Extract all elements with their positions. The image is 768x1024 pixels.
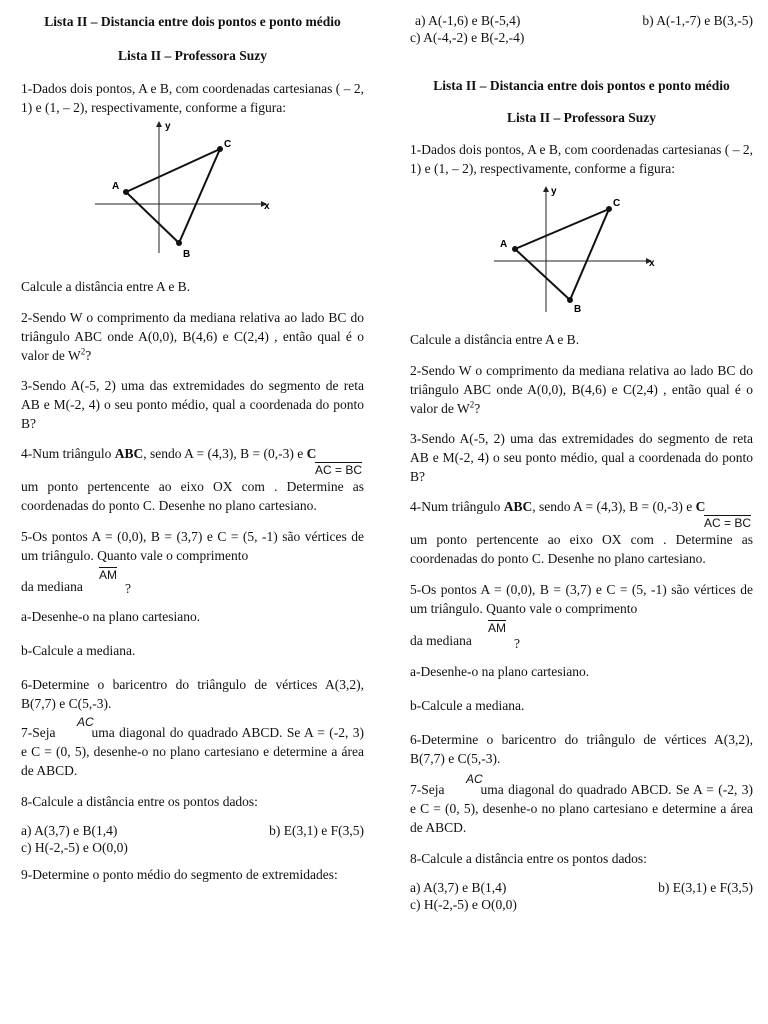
question-8-options-2: a) A(3,7) e B(1,4) b) E(3,1) e F(3,5) [410, 880, 753, 895]
point-c-label: C [224, 139, 232, 150]
figure-triangle-2 [410, 178, 753, 330]
list-title: Lista II – Distancia entre dois pontos e ponto médio [44, 14, 341, 29]
median-line-2: $\overline{AM}$ da mediana ? [410, 621, 520, 651]
median-line: $\overline{AM}$ da mediana ? [21, 568, 131, 596]
question-6-b: 6-Determine o baricentro do triângulo de vértices A(3,2), B(7,7) e C(5,-3). [410, 732, 753, 766]
question-7: AC 7-Seja uma diagonal do quadrado ABCD. Se A = (-2, 3) e C = (0, 5), desenhe-o no plano cartesiano e determine a área de ABCD. [21, 715, 364, 778]
coordinate-figure-2 [488, 178, 688, 330]
question-4: 4-Num triângulo ABC, sendo A = (4,3), B = (0,-3) e C [21, 446, 317, 461]
median-vector-2: $\overline{AM}$ [488, 621, 506, 635]
question-7-b: AC 7-Seja uma diagonal do quadrado ABCD. Se A = (-2, 3) e C = (0, 5), desenhe-o no plano cartesiano e determine a área de ABCD. [410, 772, 753, 835]
question-1-b: 1-Dados dois pontos, A e B, com coordenadas cartesianas ( – 2, 1) e (1, – 2), respectivamente, conforme a figura: [410, 142, 753, 176]
question-2-b: 2-Sendo W o comprimento da mediana relativa ao lado BC do triângulo ABC onde A(0,0), B(4,6) e C(2,4) , então qual é o valor de $W^2$? [410, 363, 753, 416]
question-9-options: a) A(-1,6) e B(-5,4) b) A(-1,-7) e B(3,-5) [415, 13, 753, 28]
question-8-b: 8-Calcule a distância entre os pontos dados: [410, 851, 647, 866]
question-8-options: a) A(3,7) e B(1,4) b) E(3,1) e F(3,5) [21, 823, 364, 838]
axis-x-label-2: x [649, 258, 655, 269]
question-5a: a-Desenhe-o na plano cartesiano. [21, 609, 201, 624]
point-a-label-2: A [500, 239, 508, 250]
question-3: 3-Sendo A(-5, 2) uma das extremidades do segmento de reta AB e M(-2, 4) o seu ponto médio, qual a coordenada do ponto B? [21, 378, 364, 431]
question-5: 5-Os pontos A = (0,0), B = (3,7) e C = (5, -1) são vértices de um triângulo. Quanto vale o comprimento [21, 529, 364, 563]
question-5b-b: b-Calcule a mediana. [410, 698, 525, 713]
question-9: 9-Determine o ponto médio do segmento de extremidades: [21, 867, 338, 882]
question-3-b: 3-Sendo A(-5, 2) uma das extremidades do segmento de reta AB e M(-2, 4) o seu ponto médio, qual a coordenada do ponto B? [410, 431, 753, 484]
question-5b: b-Calcule a mediana. [21, 643, 136, 658]
vector-equation: AC = BC [314, 463, 362, 477]
diagonal-vector-2: AC [466, 772, 483, 786]
left-column [21, 0, 364, 883]
question-6: 6-Determine o baricentro do triângulo de vértices A(3,2), B(7,7) e C(5,-3). [21, 677, 364, 711]
point-b-label: B [183, 249, 191, 260]
question-9-option-c: c) A(-4,-2) e B(-2,-4) [410, 30, 525, 45]
question-5-b: 5-Os pontos A = (0,0), B = (3,7) e C = (5, -1) são vértices de um triângulo. Quanto vale o comprimento [410, 582, 753, 616]
question-8-option-c: c) H(-2,-5) e O(0,0) [21, 840, 128, 855]
diagonal-vector: AC [77, 715, 94, 729]
point-a-label: A [112, 181, 120, 192]
list-subtitle-2: Lista II – Professora Suzy [506, 110, 656, 125]
question-4-rest-b: um ponto pertencente ao eixo OX com . Determine as coordenadas do ponto C. Desenhe no plano cartesiano. [410, 532, 753, 566]
coordinate-figure [89, 117, 289, 277]
right-column [410, 0, 753, 913]
axis-y-label: y [165, 121, 171, 132]
list-title-2: Lista II – Distancia entre dois pontos e ponto médio [433, 78, 730, 93]
question-2: 2-Sendo W o comprimento da mediana relativa ao lado BC do triângulo ABC onde A(0,0), B(4,6) e C(2,4) , então qual é o valor de $W^2$? [21, 310, 364, 363]
vector-equation-2: AC = BC [703, 516, 751, 530]
point-c-label-2: C [613, 198, 621, 209]
median-vector: $\overline{AM}$ [99, 568, 117, 582]
question-4-rest: um ponto pertencente ao eixo OX com . Determine as coordenadas do ponto C. Desenhe no plano cartesiano. [21, 479, 364, 513]
question-8-option-c-2: c) H(-2,-5) e O(0,0) [410, 897, 517, 912]
question-4-b: 4-Num triângulo ABC, sendo A = (4,3), B = (0,-3) e C [410, 499, 706, 514]
question-8: 8-Calcule a distância entre os pontos dados: [21, 794, 258, 809]
question-1-ask: Calcule a distância entre A e B. [21, 279, 191, 294]
point-b-label-2: B [574, 304, 582, 315]
list-subtitle: Lista II – Professora Suzy [117, 48, 267, 63]
figure-triangle [21, 117, 364, 277]
question-1: 1-Dados dois pontos, A e B, com coordenadas cartesianas ( – 2, 1) e (1, – 2), respectivamente, conforme a figura: [21, 81, 364, 115]
axis-y-label-2: y [551, 186, 557, 197]
question-5a-b: a-Desenhe-o na plano cartesiano. [410, 664, 590, 679]
axis-x-label: x [264, 201, 270, 212]
question-1-ask-2: Calcule a distância entre A e B. [410, 332, 580, 347]
